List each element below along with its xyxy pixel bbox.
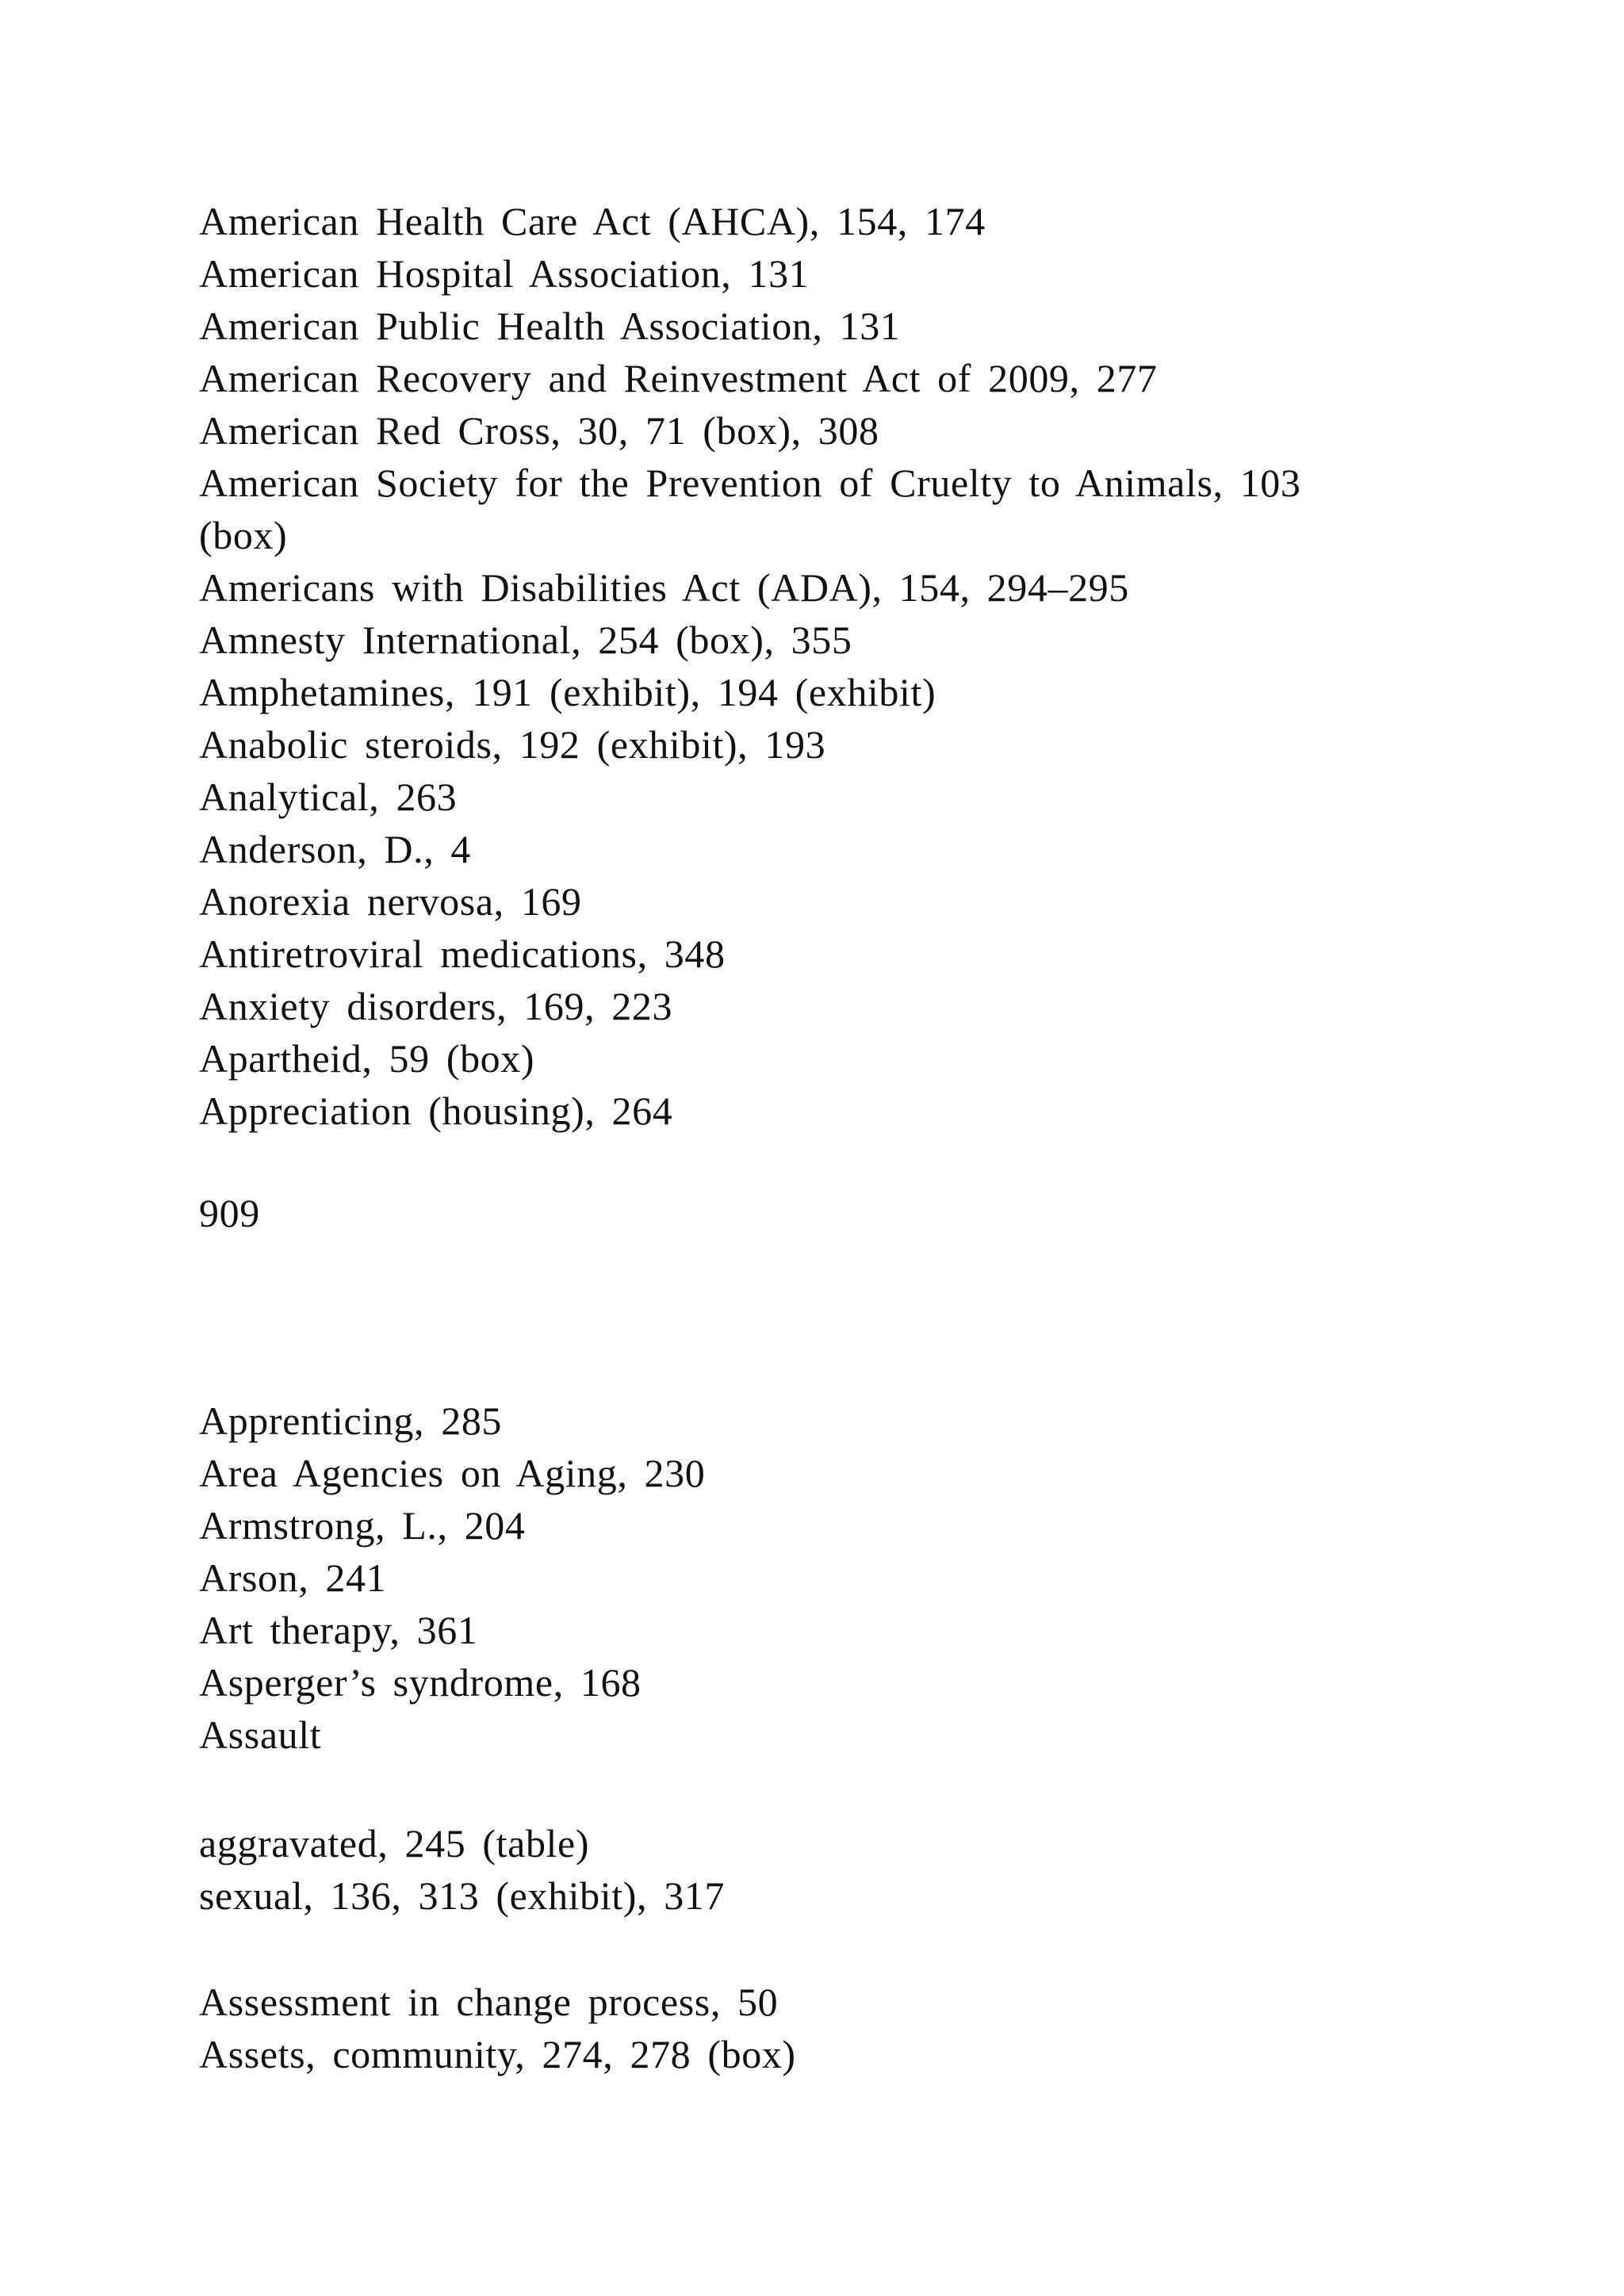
index-entry-continuation: (box): [199, 513, 288, 557]
index-entry: American Society for the Prevention of Cruelty to Animals, 103: [199, 461, 1301, 505]
index-entry: Antiretroviral medications, 348: [199, 932, 726, 976]
index-entry: Anorexia nervosa, 169: [199, 879, 582, 924]
index-entry: American Red Cross, 30, 71 (box), 308: [199, 408, 879, 453]
page-number-block: [199, 1187, 1436, 1239]
index-entry: Art therapy, 361: [199, 1608, 478, 1652]
index-block-4: [199, 1976, 1436, 2080]
index-entry: Anderson, D., 4: [199, 827, 472, 871]
index-entry: Asperger’s syndrome, 168: [199, 1660, 642, 1705]
index-entry: Apartheid, 59 (box): [199, 1036, 535, 1081]
index-block-2: [199, 1395, 1436, 1761]
index-entry: Armstrong, L., 204: [199, 1503, 526, 1548]
index-entry: Amphetamines, 191 (exhibit), 194 (exhibit): [199, 670, 936, 714]
index-entry: American Health Care Act (AHCA), 154, 174: [199, 199, 986, 243]
index-entry: Anxiety disorders, 169, 223: [199, 984, 673, 1028]
page-number: 909: [199, 1191, 260, 1235]
index-entry: Assessment in change process, 50: [199, 1980, 779, 2024]
index-entry: Assets, community, 274, 278 (box): [199, 2032, 796, 2076]
index-subentry: sexual, 136, 313 (exhibit), 317: [199, 1873, 726, 1918]
index-entry: Apprenticing, 285: [199, 1399, 503, 1443]
index-entry: Assault: [199, 1712, 322, 1757]
index-entry: Area Agencies on Aging, 230: [199, 1451, 706, 1495]
index-entry: Amnesty International, 254 (box), 355: [199, 618, 852, 662]
index-entry: Appreciation (housing), 264: [199, 1089, 673, 1133]
index-entry: American Recovery and Reinvestment Act of 2009, 277: [199, 356, 1158, 400]
index-entry: American Public Health Association, 131: [199, 304, 901, 348]
index-entry: American Hospital Association, 131: [199, 251, 810, 296]
index-subentry: aggravated, 245 (table): [199, 1821, 590, 1866]
index-entry: Analytical, 263: [199, 775, 458, 819]
index-block-1: [199, 195, 1436, 1137]
index-entry: Arson, 241: [199, 1556, 387, 1600]
index-subentries: [199, 1817, 1436, 1922]
index-entry: Americans with Disabilities Act (ADA), 154, 294–295: [199, 565, 1129, 610]
index-entry: Anabolic steroids, 192 (exhibit), 193: [199, 722, 826, 767]
